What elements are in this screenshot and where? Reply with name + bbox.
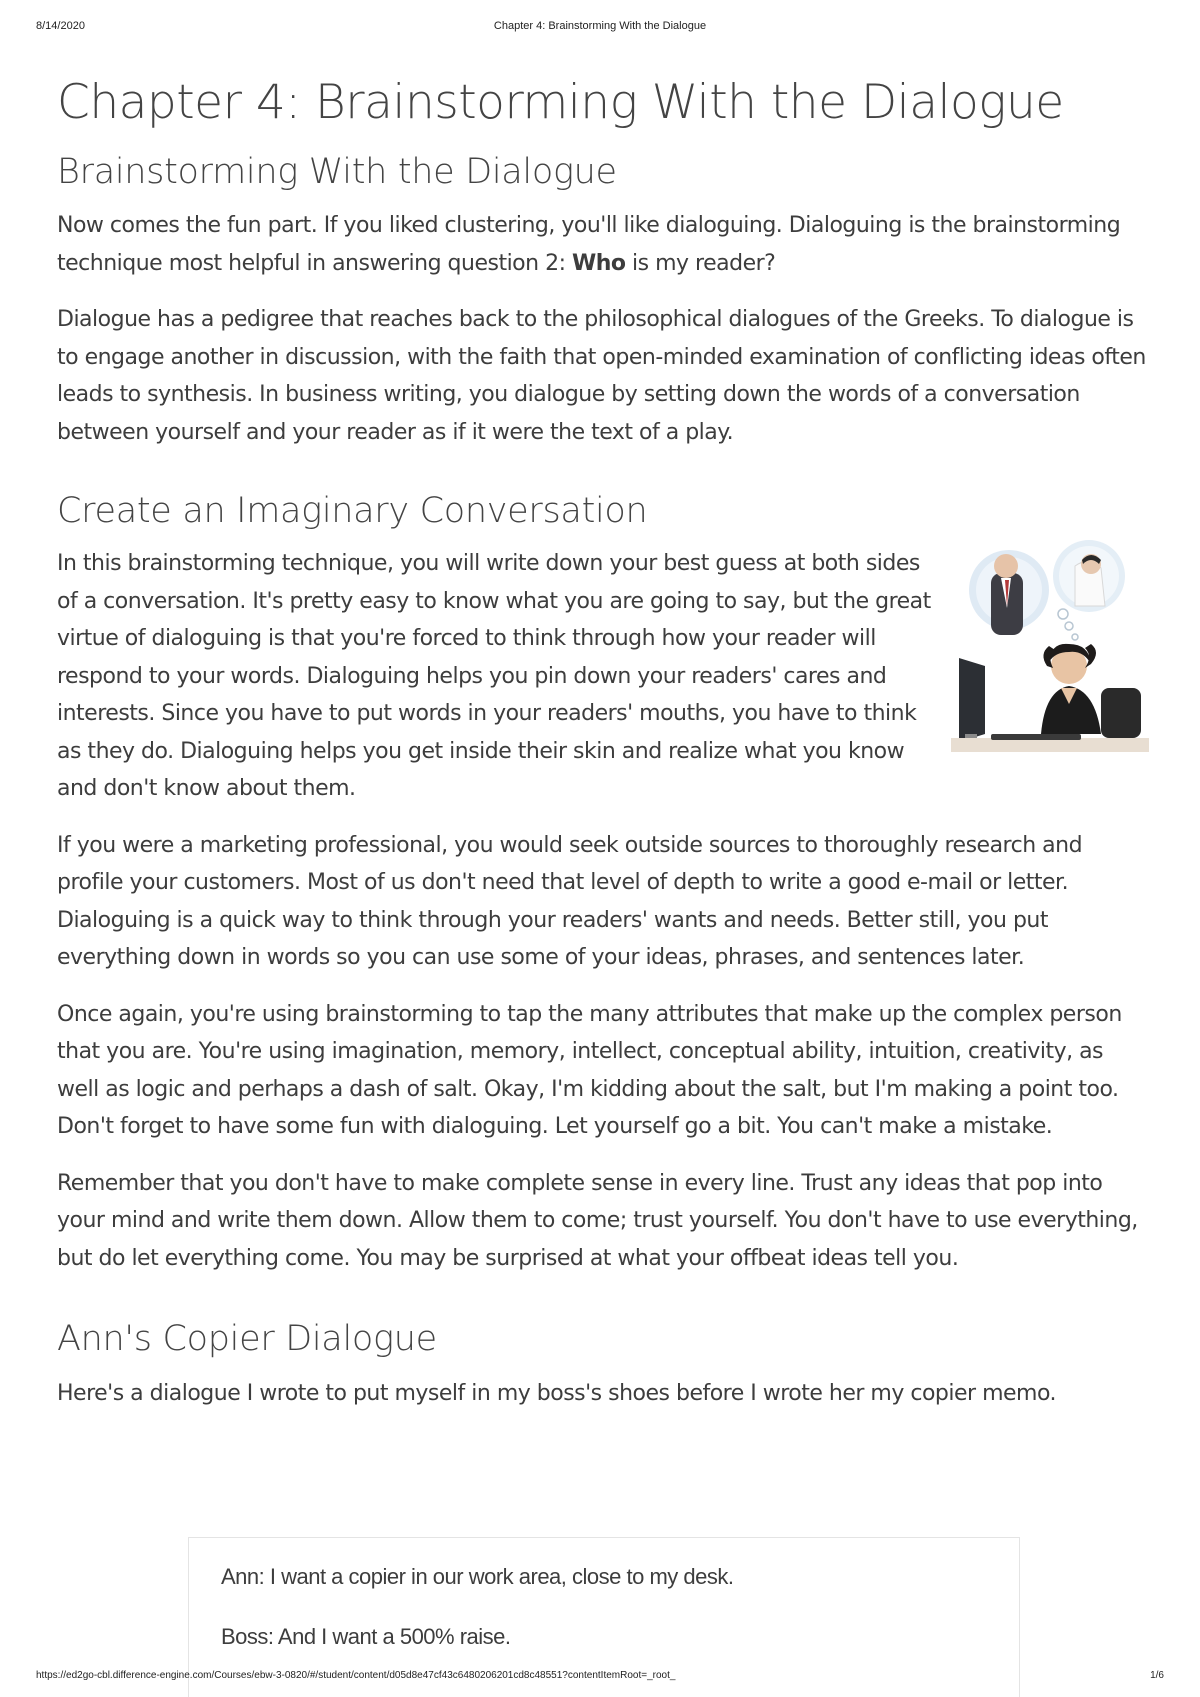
print-date: 8/14/2020 (36, 20, 85, 32)
page-number: 1/6 (1150, 1670, 1164, 1681)
print-title: Chapter 4: Brainstorming With the Dialogue (493, 20, 707, 32)
paragraph: If you were a marketing professional, you would seek outside sources to thoroughly research and profile your customers. Most of us don't need that level of depth to write a good e-mail or letter. Dialoguing is a quick way to think through your readers' wants and needs. Better still, you put everything down in words so you can use some of your ideas, phrases, and sentences later. (57, 832, 1083, 970)
print-header (36, 20, 1164, 36)
dialogue-line: Boss: And I want a 500% raise. (221, 1624, 511, 1649)
paragraph: Here's a dialogue I wrote to put myself in my boss's shoes before I wrote her my copier memo. (57, 1381, 1057, 1406)
page-title: Chapter 4: Brainstorming With the Dialogue (57, 75, 1064, 130)
dialogue-line: Ann: I want a copier in our work area, close to my desk. (221, 1564, 734, 1589)
section-heading-copier-dialogue: Ann's Copier Dialogue (57, 1319, 437, 1359)
paragraph: In this brainstorming technique, you will write down your best guess at both sides of a conversation. It's pretty easy to know what you are going to say, but the great virtue of dialoguing is that you're forced to think through how your reader will respond to your words. Dialoguing helps you pin down your readers' cares and interests. Since you have to put words in your readers' mouths, you have to think as they do. Dialoguing helps you get inside their skin and realize what you know and don't know about them. (57, 551, 931, 801)
print-url: https://ed2go-cbl.difference-engine.com/Courses/ebw-3-0820/#/student/content/d05d8e47cf43c6480206201cd8c48551?contentItemRoot=_root_ (36, 1670, 676, 1681)
article-content (57, 70, 1149, 1413)
bold-who: Who (571, 250, 626, 276)
paragraph: Now comes the fun part. If you liked clustering, you'll like dialoguing. Dialoguing is the brainstorming technique most helpful in answering question 2: Who is my reader? (57, 213, 1121, 276)
daydreaming-woman-image (951, 538, 1149, 752)
section-heading-imaginary-conversation: Create an Imaginary Conversation (57, 491, 648, 531)
paragraph: Dialogue has a pedigree that reaches back to the philosophical dialogues of the Greeks. To dialogue is to engage another in discussion, with the faith that open-minded examination of conflicting ideas often leads to synthesis. In business writing, you dialogue by setting down the words of a conversation between yourself and your reader as if it were the text of a play. (57, 307, 1146, 445)
paragraph: Once again, you're using brainstorming to tap the many attributes that make up the complex person that you are. You're using imagination, memory, intellect, conceptual ability, intuition, creativity, as well as logic and perhaps a dash of salt. Okay, I'm kidding about the salt, but I'm making a point too. Don't forget to have some fun with dialoguing. Let yourself go a bit. You can't make a mistake. (57, 1001, 1122, 1139)
paragraph: Remember that you don't have to make complete sense in every line. Trust any ideas that pop into your mind and write them down. Allow them to come; trust yourself. You don't have to use everything, but do let everything come. You may be surprised at what your offbeat ideas tell you. (57, 1170, 1138, 1271)
section-heading-brainstorming: Brainstorming With the Dialogue (57, 152, 617, 192)
